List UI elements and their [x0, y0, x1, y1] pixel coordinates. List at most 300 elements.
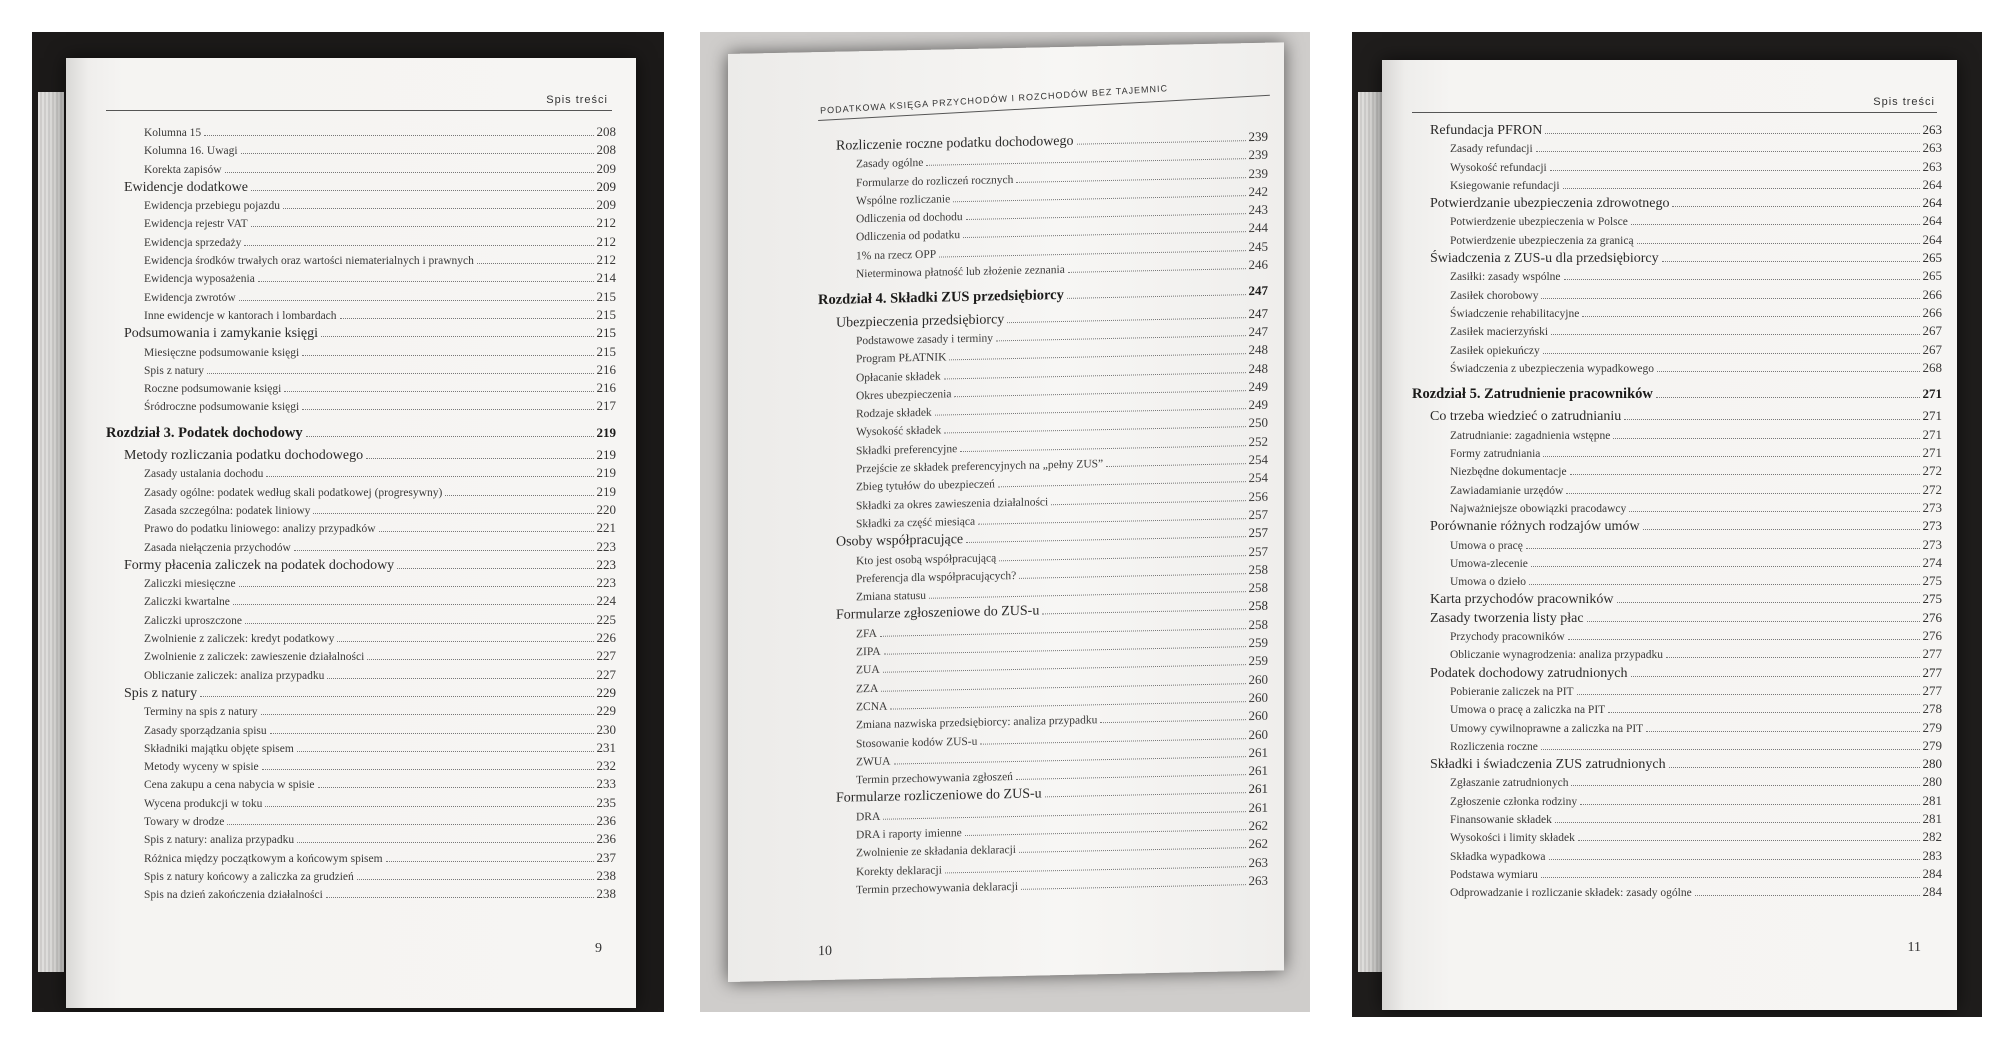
dot-leader	[1643, 529, 1920, 530]
toc-entry-page: 247	[1248, 283, 1268, 299]
dot-leader	[1695, 895, 1920, 896]
dot-leader	[1624, 419, 1919, 420]
dot-leader	[963, 232, 1245, 239]
dot-leader	[239, 300, 594, 301]
dot-leader	[1631, 224, 1920, 225]
toc-entry-title: Ksiegowanie refundacji	[1450, 179, 1560, 192]
toc-entry-page: 271	[1922, 445, 1942, 461]
toc-entry-page: 263	[1922, 140, 1942, 156]
dot-leader	[949, 353, 1245, 360]
toc-entry-page: 219	[596, 424, 616, 440]
toc-entry-page: 223	[596, 538, 616, 554]
toc-entry-title: Spis z natury końcowy a zaliczka za grudzień	[144, 870, 354, 883]
toc-entry	[106, 740, 616, 758]
toc-entry-title: Kolumna 16. Uwagi	[144, 145, 238, 158]
dot-leader	[1657, 371, 1919, 372]
toc-entry-page: 264	[1922, 213, 1942, 229]
dot-leader	[379, 531, 594, 532]
toc-entry-page: 281	[1922, 792, 1942, 808]
toc-entry	[106, 270, 616, 288]
toc-entry-page: 272	[1922, 481, 1942, 497]
toc-entry-page: 276	[1922, 628, 1942, 644]
dot-leader	[1106, 463, 1245, 467]
toc-entry-title: Zasiłki: zasady wspólne	[1450, 271, 1561, 284]
dot-leader	[1019, 573, 1245, 579]
dot-leader	[1629, 511, 1919, 512]
toc-entry	[1412, 756, 1942, 774]
dot-leader	[1077, 140, 1246, 145]
toc-entry-title: Spis z natury: analiza przypadku	[144, 834, 295, 847]
toc-entry-page: 219	[596, 447, 616, 463]
toc-entry	[106, 648, 616, 666]
toc-entry-page: 284	[1922, 865, 1942, 881]
dot-leader	[1531, 566, 1920, 567]
toc-entry-title: DRA i raporty imienne	[856, 827, 962, 842]
toc-entry-title: Ewidencja rejestr VAT	[144, 218, 248, 231]
dot-leader	[1019, 847, 1246, 853]
toc-entry-page: 258	[1248, 579, 1268, 596]
toc-entry	[1412, 463, 1942, 481]
toc-entry	[106, 612, 616, 630]
toc-entry-title: Wycena produkcji w toku	[144, 797, 263, 810]
toc-entry-page: 271	[1922, 386, 1942, 402]
toc-entry-title: Rozdział 4. Składki ZUS przedsiębiorcy	[818, 287, 1064, 309]
toc-entry-page: 252	[1248, 433, 1268, 449]
page-number: 11	[1907, 940, 1921, 955]
dot-leader	[953, 195, 1245, 202]
dot-leader	[1541, 749, 1920, 750]
dot-leader	[200, 696, 593, 697]
toc-entry-page: 215	[596, 343, 616, 359]
toc-entry-title: Zasady ogólne: podatek według skali podatkowej (progresywny)	[144, 486, 443, 499]
toc-entry-page: 258	[1248, 616, 1268, 632]
toc-entry	[106, 161, 616, 179]
dot-leader	[321, 336, 593, 337]
toc-entry	[1412, 866, 1942, 884]
toc-entry-page: 245	[1248, 238, 1268, 254]
toc-entry-page: 226	[596, 630, 616, 646]
toc-entry-page: 219	[596, 483, 616, 499]
toc-entry	[106, 484, 616, 502]
toc-entry-page: 257	[1248, 506, 1268, 523]
toc-entry-title: Śródroczne podsumowanie księgi	[144, 401, 300, 414]
toc-entry	[1412, 683, 1942, 701]
toc-entry	[106, 776, 616, 794]
dot-leader	[954, 390, 1245, 397]
toc-entry	[1412, 774, 1942, 792]
toc-entry-page: 239	[1248, 165, 1268, 181]
toc-entry-title: Składki preferencyjne	[856, 442, 958, 458]
toc-entry	[1412, 665, 1942, 683]
toc-entry-title: Zwolnienie ze składania deklaracji	[856, 844, 1016, 860]
dot-leader	[1570, 474, 1920, 475]
toc-entry-page: 236	[596, 812, 616, 828]
toc-entry-title: Potwierdzenie ubezpieczenia w Polsce	[1450, 216, 1628, 229]
toc-entry	[1412, 360, 1942, 378]
dot-leader	[1617, 602, 1920, 603]
toc-entry-title: Różnica między początkowym a końcowym spisem	[144, 852, 383, 865]
toc-entry-page: 249	[1248, 378, 1268, 394]
dot-leader	[935, 408, 1246, 416]
dot-leader	[1016, 177, 1245, 183]
dot-leader	[1045, 793, 1246, 798]
toc-entry-page: 212	[596, 215, 616, 231]
toc-entry-page: 221	[596, 520, 616, 536]
dot-leader	[245, 623, 593, 624]
toc-entry-page: 214	[596, 270, 616, 286]
dot-leader	[883, 811, 1245, 820]
dot-leader	[1067, 295, 1246, 300]
toc-entry-page: 261	[1248, 762, 1268, 779]
running-head: Spis treści	[1873, 96, 1935, 108]
dot-leader	[1587, 621, 1920, 622]
toc-entry-title: ZIPA	[856, 645, 881, 659]
toc-entry-title: Termin przechowywania deklaracji	[856, 880, 1019, 897]
toc-entry-page: 250	[1248, 415, 1268, 431]
toc-entry	[1412, 555, 1942, 573]
dot-leader	[1608, 712, 1919, 713]
dot-leader	[207, 373, 593, 374]
dot-leader	[297, 842, 593, 843]
toc-entry-page: 264	[1922, 176, 1942, 192]
toc-entry-page: 264	[1922, 195, 1942, 211]
toc-entry	[1412, 445, 1942, 463]
dot-leader	[302, 355, 593, 356]
toc-entry-page: 274	[1922, 554, 1942, 570]
toc-entry	[106, 362, 616, 380]
dot-leader	[227, 824, 593, 825]
toc-entry-page: 265	[1922, 250, 1942, 266]
toc-entry	[106, 252, 616, 270]
toc-entry-page: 280	[1922, 774, 1942, 790]
dot-leader	[262, 769, 594, 770]
toc-entry-page: 261	[1248, 781, 1268, 797]
toc-entry-title: Opłacanie składek	[856, 370, 941, 384]
toc-entry-title: Towary w drodze	[144, 815, 225, 828]
toc-entry	[106, 667, 616, 685]
toc-entry-page: 280	[1922, 756, 1942, 772]
toc-entry-title: Zmiana nazwiska przedsiębiorcy: analiza przypadku	[856, 714, 1098, 732]
book-page-middle	[728, 42, 1284, 982]
dot-leader	[1551, 334, 1919, 335]
toc-entry-page: 267	[1922, 323, 1942, 339]
dot-leader	[294, 550, 594, 551]
toc-entry-title: Podstawa wymiaru	[1450, 868, 1538, 881]
toc-entry-page: 257	[1248, 524, 1268, 541]
toc-entry-page: 238	[596, 886, 616, 902]
dot-leader	[1571, 785, 1919, 786]
toc-entry	[106, 289, 616, 307]
toc-entry-page: 229	[596, 703, 616, 719]
toc-entry-page: 267	[1922, 341, 1942, 357]
book-page-left	[66, 58, 636, 1008]
toc-entry	[1412, 811, 1942, 829]
toc-entry-title: Korekta zapisów	[144, 163, 222, 176]
toc-entry-title: Zatrudnianie: zagadnienia wstępne	[1450, 429, 1611, 442]
dot-leader	[966, 213, 1246, 220]
dot-leader	[251, 190, 593, 191]
dot-leader	[297, 751, 594, 752]
dot-leader	[929, 591, 1246, 599]
toc-entry-title: Zaliczki uproszczone	[144, 614, 243, 627]
toc-entry-page: 275	[1922, 591, 1942, 607]
dot-leader	[1541, 877, 1920, 878]
toc-entry-page: 246	[1248, 256, 1268, 273]
toc-entry	[1412, 122, 1942, 140]
toc-entry-title: Zasady sporządzania spisu	[144, 724, 267, 737]
dot-leader	[966, 536, 1245, 543]
toc-entry	[106, 831, 616, 849]
toc-entry	[106, 813, 616, 831]
toc-entry	[1412, 646, 1942, 664]
toc-entry-page: 238	[596, 867, 616, 883]
toc-entry-page: 224	[596, 593, 616, 609]
toc-entry	[1412, 537, 1942, 555]
toc-entry	[106, 722, 616, 740]
toc-entry-page: 263	[1248, 872, 1268, 888]
toc-entry-title: Metody rozliczania podatku dochodowego	[124, 448, 364, 464]
toc-entry	[1412, 268, 1942, 286]
toc-entry-page: 248	[1248, 341, 1268, 358]
toc-entry-title: Wspólne rozliczanie	[856, 193, 951, 208]
toc-entry-page: 254	[1248, 451, 1268, 468]
toc-entry-page: 231	[596, 739, 616, 755]
toc-entry-page: 259	[1248, 634, 1268, 651]
page-number: 10	[818, 943, 832, 960]
toc-entry-title: ZFA	[856, 627, 877, 641]
dot-leader	[318, 787, 594, 788]
toc-entry-title: Terminy na spis z natury	[144, 706, 258, 719]
dot-leader	[996, 335, 1245, 341]
toc-entry-page: 230	[596, 721, 616, 737]
toc-entry	[1412, 287, 1942, 305]
toc-entry-page: 244	[1248, 220, 1268, 236]
toc-entry	[1412, 482, 1942, 500]
toc-entry-title: Zasady refundacji	[1450, 143, 1533, 156]
toc-entry-title: Rodzaje składek	[856, 406, 932, 421]
header-rule	[1412, 112, 1937, 113]
toc-entry-page: 243	[1248, 201, 1268, 218]
page-stack-edge	[1358, 92, 1384, 972]
toc-entry-title: Świadczenie rehabilitacyjne	[1450, 307, 1580, 320]
toc-entry-title: Cena zakupu a cena nabycia w spisie	[144, 779, 315, 792]
toc-entry-title: Zgłoszenie członka rodziny	[1450, 795, 1578, 808]
toc-entry-title: Podstawowe zasady i terminy	[856, 332, 994, 348]
dot-leader	[302, 409, 593, 410]
toc-entry-page: 284	[1922, 884, 1942, 900]
toc-entry	[1412, 195, 1942, 213]
toc-entry	[1412, 793, 1942, 811]
toc-entry-title: ZUA	[856, 664, 880, 677]
dot-leader	[1631, 676, 1920, 677]
dot-leader	[244, 245, 593, 246]
toc-entry-page: 279	[1922, 719, 1942, 735]
toc-entry-page: 273	[1922, 518, 1942, 534]
toc-entry-title: Zwolnienie z zaliczek: kredyt podatkowy	[144, 633, 335, 646]
toc-entry	[106, 215, 616, 233]
toc-entry	[1412, 720, 1942, 738]
table-of-contents	[818, 129, 1268, 901]
dot-leader	[1563, 188, 1920, 189]
dot-leader	[1568, 639, 1920, 640]
toc-entry	[1412, 408, 1942, 426]
toc-entry-title: Ubezpieczenia przedsiębiorcy	[836, 311, 1005, 331]
toc-entry-page: 258	[1248, 561, 1268, 577]
toc-entry-page: 262	[1248, 817, 1268, 834]
toc-entry-page: 261	[1248, 799, 1268, 815]
photo-left-page	[32, 32, 664, 1012]
toc-entry-title: Ewidencje dodatkowe	[124, 179, 249, 195]
toc-entry-page: 212	[596, 252, 616, 268]
toc-entry-title: Podatek dochodowy zatrudnionych	[1430, 665, 1628, 681]
toc-entry	[1412, 848, 1942, 866]
toc-entry-page: 273	[1922, 499, 1942, 515]
toc-entry-title: Rozdział 3. Podatek dochodowy	[106, 424, 303, 441]
toc-entry	[106, 179, 616, 197]
dot-leader	[1613, 438, 1919, 439]
toc-entry-title: Składki za część miesiąca	[856, 515, 976, 531]
dot-leader	[1543, 456, 1919, 457]
toc-entry-page: 233	[596, 776, 616, 792]
toc-entry	[1412, 628, 1942, 646]
toc-entry-title: DRA	[856, 810, 881, 824]
toc-entry	[1412, 232, 1942, 250]
toc-entry-page: 256	[1248, 488, 1268, 504]
dot-leader	[326, 897, 594, 898]
toc-entry-title: Świadczenia z ZUS-u dla przedsiębiorcy	[1430, 251, 1659, 267]
dot-leader	[265, 806, 593, 807]
toc-entry-page: 248	[1248, 360, 1268, 376]
toc-entry	[106, 197, 616, 215]
toc-entry-page: 281	[1922, 810, 1942, 826]
toc-entry-page: 266	[1922, 286, 1942, 302]
dot-leader	[1529, 584, 1919, 585]
dot-leader	[926, 158, 1245, 166]
toc-entry	[1412, 213, 1942, 231]
toc-entry-title: Co trzeba wiedzieć o zatrudnianiu	[1430, 409, 1622, 425]
toc-entry-title: Zwolnienie z zaliczek: zawieszenie działalności	[144, 651, 365, 664]
toc-entry-page: 283	[1922, 847, 1942, 863]
toc-entry-page: 212	[596, 233, 616, 249]
dot-leader	[883, 664, 1246, 673]
toc-entry-title: Odliczenia od podatku	[856, 229, 961, 244]
toc-entry-title: Zmiana statusu	[856, 589, 926, 604]
toc-entry-page: 208	[596, 142, 616, 158]
dot-leader	[1051, 500, 1245, 505]
dot-leader	[1021, 884, 1245, 890]
dot-leader	[1666, 657, 1920, 658]
toc-entry	[1412, 159, 1942, 177]
toc-entry	[106, 886, 616, 904]
toc-entry-page: 249	[1248, 396, 1268, 413]
toc-entry-page: 266	[1922, 304, 1942, 320]
toc-entry-title: Refundacja PFRON	[1430, 123, 1543, 138]
dot-leader	[1566, 493, 1919, 494]
dot-leader	[283, 208, 593, 209]
toc-entry-page: 260	[1248, 707, 1268, 724]
toc-entry-page: 227	[596, 648, 616, 664]
toc-chapter-heading	[106, 425, 616, 443]
toc-entry-page: 223	[596, 575, 616, 591]
toc-entry-page: 262	[1248, 835, 1268, 852]
toc-entry-title: Okres ubezpieczenia	[856, 388, 952, 403]
toc-entry	[106, 380, 616, 398]
toc-entry-title: Program PŁATNIK	[856, 351, 947, 366]
dot-leader	[944, 427, 1245, 434]
toc-entry	[1412, 610, 1942, 628]
toc-entry-title: Świadczenia z ubezpieczenia wypadkowego	[1450, 362, 1655, 375]
toc-entry	[1412, 500, 1942, 518]
header-rule	[106, 110, 612, 111]
dot-leader	[945, 866, 1246, 873]
toc-entry-title: Zasady ustalania dochodu	[144, 468, 264, 481]
dot-leader	[340, 318, 594, 319]
toc-entry-page: 239	[1248, 128, 1268, 145]
toc-entry-title: Składka wypadkowa	[1450, 850, 1546, 863]
toc-entry-page: 242	[1248, 183, 1268, 199]
toc-entry-page: 208	[596, 124, 616, 139]
toc-entry-title: ZZA	[856, 682, 879, 695]
toc-entry-title: Ewidencja przebiegu pojazdu	[144, 200, 281, 213]
toc-entry-page: 260	[1248, 671, 1268, 687]
toc-entry-page: 259	[1248, 653, 1268, 669]
dot-leader	[270, 733, 594, 734]
toc-entry-title: Kto jest osobą współpracującą	[856, 551, 997, 567]
toc-entry-page: 264	[1922, 231, 1942, 247]
table-of-contents	[1412, 122, 1942, 902]
toc-entry	[106, 465, 616, 483]
toc-entry-title: Zasady ogólne	[856, 157, 924, 171]
toc-entry-page: 227	[596, 666, 616, 682]
toc-chapter-heading	[1412, 386, 1942, 404]
toc-entry-title: Rozliczenia roczne	[1450, 740, 1538, 753]
toc-entry-page: 263	[1922, 158, 1942, 174]
toc-entry-title: Zgłaszanie zatrudnionych	[1450, 777, 1569, 790]
dot-leader	[1582, 316, 1919, 317]
dot-leader	[890, 701, 1245, 709]
toc-entry	[1412, 140, 1942, 158]
dot-leader	[1545, 133, 1919, 134]
dot-leader	[1656, 397, 1920, 398]
toc-entry-page: 237	[596, 849, 616, 865]
toc-entry	[106, 593, 616, 611]
toc-entry-title: Inne ewidencje w kantorach i lombardach	[144, 309, 337, 322]
dot-leader	[1526, 548, 1920, 549]
toc-entry-title: Składki i świadczenia ZUS zatrudnionych	[1430, 757, 1666, 773]
toc-entry	[1412, 305, 1942, 323]
dot-leader	[1016, 774, 1246, 780]
toc-entry-title: Zasiłek chorobowy	[1450, 289, 1539, 302]
toc-entry	[106, 539, 616, 557]
running-head: PODATKOWA KSIĘGA PRZYCHODÓW I ROZCHODÓW BEZ TAJEMNIC	[819, 83, 1169, 116]
toc-entry-title: Składki za okres zawieszenia działalności	[856, 495, 1049, 512]
toc-entry-title: Umowa o pracę	[1450, 539, 1523, 552]
toc-entry-title: Podsumowania i zamykanie księgi	[124, 326, 319, 342]
toc-entry-title: Finansowanie składek	[1450, 813, 1552, 826]
dot-leader	[1543, 353, 1920, 354]
toc-entry-page: 219	[596, 465, 616, 481]
toc-entry-title: Formularze rozliczeniowe do ZUS-u	[836, 786, 1042, 807]
toc-entry-page: 254	[1248, 470, 1268, 486]
toc-entry	[1412, 829, 1942, 847]
dot-leader	[1549, 859, 1920, 860]
toc-entry-title: Ewidencja sprzedaży	[144, 236, 242, 249]
dot-leader	[960, 445, 1245, 452]
toc-entry-title: Spis na dzień zakończenia działalności	[144, 889, 323, 902]
dot-leader	[258, 281, 594, 282]
toc-entry-page: 258	[1248, 598, 1268, 614]
toc-entry-page: 271	[1922, 426, 1942, 442]
